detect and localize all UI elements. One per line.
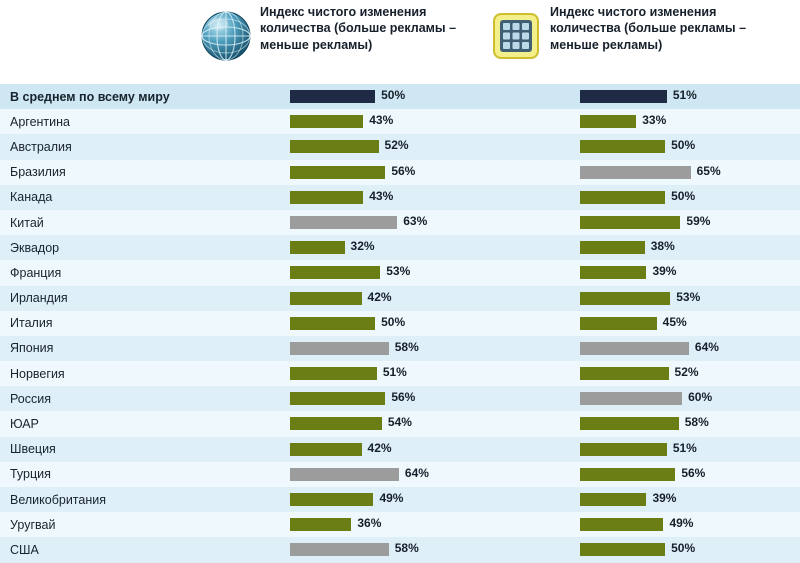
bar-track <box>498 235 772 260</box>
row-label: Россия <box>10 391 51 406</box>
bar <box>290 392 385 405</box>
bar-cell <box>490 109 780 134</box>
bar <box>290 166 385 179</box>
header-column-1 <box>200 0 490 84</box>
bar <box>290 468 399 481</box>
bar-value-label: 56% <box>391 163 416 178</box>
bar <box>580 518 663 531</box>
table-row <box>0 361 800 386</box>
bar-cell <box>200 361 490 386</box>
bar-cell <box>490 437 780 462</box>
bar-track <box>498 185 772 210</box>
table-row <box>0 235 800 260</box>
bar <box>580 90 667 103</box>
bar-value-label: 36% <box>357 516 382 531</box>
grid-icon <box>490 10 542 62</box>
bar-track <box>208 210 482 235</box>
bar-value-label: 43% <box>369 188 394 203</box>
bar <box>580 392 682 405</box>
bar-track <box>208 311 482 336</box>
bar-value-label: 50% <box>381 314 406 329</box>
row-label: ЮАР <box>10 417 39 432</box>
bar-value-label: 50% <box>381 88 406 102</box>
bar <box>580 493 646 506</box>
table-row <box>0 185 800 210</box>
bar-cell <box>200 210 490 235</box>
bar <box>290 140 378 153</box>
bar-value-label: 51% <box>382 365 407 380</box>
bar-value-label: 59% <box>686 213 711 228</box>
bar-cell <box>200 437 490 462</box>
bar-value-label: 54% <box>387 415 412 430</box>
bar-cell <box>200 386 490 411</box>
bar-value-label: 52% <box>674 365 699 380</box>
bar-cell <box>200 134 490 159</box>
bar-track <box>498 462 772 487</box>
bar-cell <box>490 487 780 512</box>
bar-cell <box>490 361 780 386</box>
row-label: Уругвай <box>10 517 56 532</box>
table-row <box>0 286 800 311</box>
bar-track <box>498 386 772 411</box>
table-row <box>0 512 800 537</box>
bar-track <box>498 336 772 361</box>
bar <box>580 266 646 279</box>
bar <box>580 241 645 254</box>
bar <box>580 166 690 179</box>
bar <box>580 140 665 153</box>
bar-value-label: 32% <box>350 239 375 254</box>
row-label: Китай <box>10 215 44 230</box>
bar <box>580 417 679 430</box>
table-row <box>0 210 800 235</box>
header-column-2 <box>490 0 780 84</box>
bar-track <box>498 311 772 336</box>
bar-track <box>498 84 772 109</box>
bar-track <box>208 235 482 260</box>
bar-cell <box>200 487 490 512</box>
bar-value-label: 53% <box>676 289 701 304</box>
bar-cell <box>200 311 490 336</box>
chart-rows <box>0 84 800 563</box>
header-title-2: Индекс чистого изменения количества (больше рекламы – меньше рекламы) <box>550 5 747 52</box>
bar <box>290 266 380 279</box>
bar-track <box>498 109 772 134</box>
bar <box>580 191 665 204</box>
bar-cell <box>200 462 490 487</box>
bar-track <box>208 437 482 462</box>
bar <box>580 115 636 128</box>
bar-value-label: 49% <box>669 516 694 531</box>
bar-track <box>208 160 482 185</box>
bar-cell <box>490 134 780 159</box>
bar-cell <box>490 185 780 210</box>
bar-cell <box>490 84 780 109</box>
bar-value-label: 60% <box>688 390 713 405</box>
bar-value-label: 64% <box>404 465 429 480</box>
bar-cell <box>490 336 780 361</box>
bar-cell <box>200 512 490 537</box>
table-row <box>0 84 800 109</box>
table-row <box>0 487 800 512</box>
bar-cell <box>200 84 490 109</box>
bar-cell <box>200 411 490 436</box>
bar <box>580 443 667 456</box>
bar <box>290 191 363 204</box>
bar <box>290 367 377 380</box>
bar-cell <box>490 210 780 235</box>
bar <box>290 342 389 355</box>
bar-track <box>498 512 772 537</box>
bar-cell <box>490 260 780 285</box>
bar-value-label: 39% <box>652 491 677 505</box>
table-row <box>0 336 800 361</box>
bar-track <box>208 109 482 134</box>
bar <box>580 216 680 229</box>
bar <box>580 292 670 305</box>
bar <box>290 241 344 254</box>
row-label: Италия <box>10 316 53 331</box>
bar-track <box>498 260 772 285</box>
bar <box>290 443 361 456</box>
bar-cell <box>490 386 780 411</box>
bar-value-label: 53% <box>386 264 411 279</box>
chart-header <box>0 0 800 84</box>
bar <box>290 493 373 506</box>
bar-value-label: 63% <box>403 213 428 228</box>
bar-value-label: 42% <box>367 440 392 455</box>
bar-cell <box>200 286 490 311</box>
globe-icon <box>200 10 252 62</box>
bar-cell <box>490 311 780 336</box>
bar-value-label: 58% <box>394 339 419 354</box>
bar-value-label: 50% <box>671 541 696 556</box>
table-row <box>0 462 800 487</box>
bar-value-label: 42% <box>367 289 392 304</box>
bar-cell <box>490 462 780 487</box>
bar <box>290 417 382 430</box>
bar-value-label: 52% <box>384 138 409 153</box>
bar <box>580 367 668 380</box>
row-label: Швеция <box>10 442 56 457</box>
row-label: Великобритания <box>10 492 106 507</box>
table-row <box>0 386 800 411</box>
row-label: Канада <box>10 190 53 205</box>
bar-value-label: 50% <box>671 188 696 203</box>
bar-track <box>208 462 482 487</box>
bar-track <box>208 260 482 285</box>
bar-track <box>208 487 482 512</box>
bar-cell <box>490 160 780 185</box>
bar <box>290 317 375 330</box>
bar-track <box>498 134 772 159</box>
bar-value-label: 56% <box>391 390 416 405</box>
row-label: Турция <box>10 467 51 482</box>
bar-track <box>208 411 482 436</box>
bar-cell <box>200 109 490 134</box>
bar-value-label: 50% <box>671 138 696 153</box>
bar-track <box>208 134 482 159</box>
bar <box>580 342 689 355</box>
bar-cell <box>490 512 780 537</box>
table-row <box>0 160 800 185</box>
bar-value-label: 33% <box>642 113 667 128</box>
bar-cell <box>490 235 780 260</box>
row-label: Эквадор <box>10 240 60 255</box>
bar-track <box>208 286 482 311</box>
header-title-1: Индекс чистого изменения количества (больше рекламы – меньше рекламы) <box>260 5 457 52</box>
bar-value-label: 38% <box>650 239 675 254</box>
bar-value-label: 43% <box>369 113 394 128</box>
row-label: Япония <box>10 341 54 356</box>
bar-track <box>498 160 772 185</box>
bar-track <box>208 185 482 210</box>
bar-track <box>208 386 482 411</box>
bar-cell <box>200 260 490 285</box>
bar-track <box>498 361 772 386</box>
bar-value-label: 58% <box>394 541 419 556</box>
row-label: Бразилия <box>10 165 66 180</box>
bar-value-label: 58% <box>684 415 709 430</box>
bar-cell <box>200 336 490 361</box>
table-row <box>0 134 800 159</box>
bar-cell <box>200 185 490 210</box>
bar <box>290 90 375 103</box>
row-label: В среднем по всему миру <box>10 89 170 104</box>
row-label: Аргентина <box>10 114 70 129</box>
bar <box>580 317 656 330</box>
bar-value-label: 65% <box>696 163 721 178</box>
row-label: Норвегия <box>10 366 65 381</box>
bar-cell <box>490 286 780 311</box>
bar <box>290 115 363 128</box>
table-row <box>0 260 800 285</box>
bar-track <box>208 512 482 537</box>
table-row <box>0 437 800 462</box>
bar-value-label: 39% <box>652 264 677 279</box>
bar <box>290 518 351 531</box>
table-row <box>0 411 800 436</box>
bar-track <box>498 210 772 235</box>
header-label-spacer <box>0 0 200 84</box>
table-row <box>0 109 800 134</box>
bar <box>290 292 361 305</box>
bar <box>290 216 397 229</box>
bar-cell <box>200 235 490 260</box>
row-label: Ирландия <box>10 291 68 306</box>
bar <box>580 468 675 481</box>
row-label: Австралия <box>10 139 72 154</box>
bar-value-label: 45% <box>662 314 687 329</box>
bar-value-label: 56% <box>681 465 706 480</box>
bar-track <box>208 84 482 109</box>
bar-value-label: 51% <box>672 440 697 455</box>
row-label: США <box>10 542 39 557</box>
bar-cell <box>200 160 490 185</box>
bar-value-label: 64% <box>694 339 719 354</box>
table-row <box>0 311 800 336</box>
bar-track <box>498 411 772 436</box>
bar-cell <box>490 411 780 436</box>
row-label: Франция <box>10 265 62 280</box>
bar-track <box>498 487 772 512</box>
bar-value-label: 51% <box>672 88 697 102</box>
bar-value-label: 49% <box>379 491 404 505</box>
bar-track <box>498 437 772 462</box>
bar-track <box>498 286 772 311</box>
bar-track <box>208 361 482 386</box>
bar-track <box>208 336 482 361</box>
